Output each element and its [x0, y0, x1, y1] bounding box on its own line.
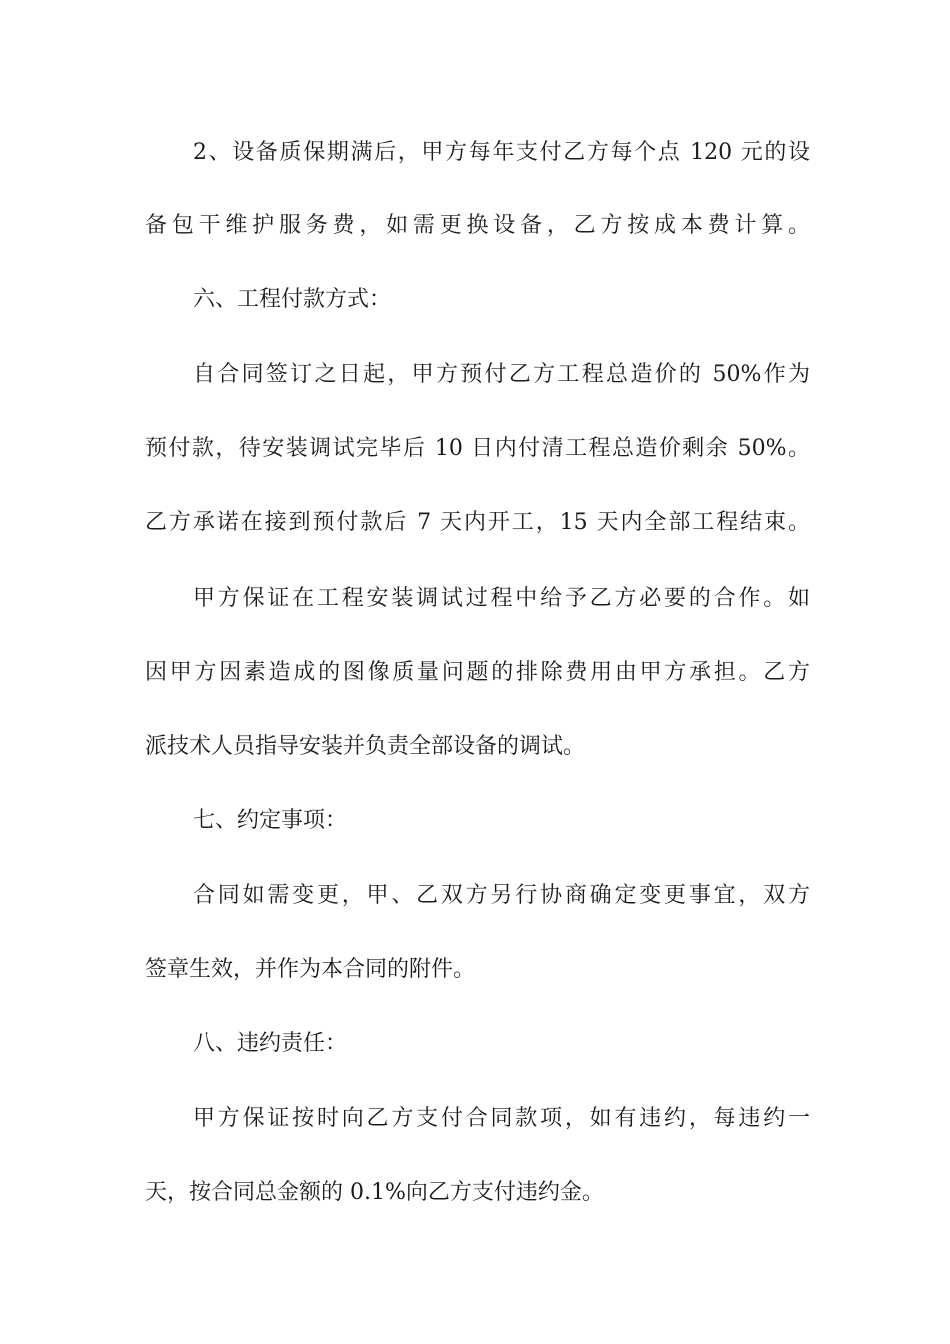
- text-line: 甲方保证在工程安装调试过程中给予乙方必要的合作。如: [193, 586, 810, 611]
- text-line: 甲方保证按时向乙方支付合同款项，如有违约，每违约一: [193, 1106, 810, 1131]
- text-line: 天，按合同总金额的 0.1%向乙方支付违约金。: [145, 1180, 604, 1205]
- text-line: 2、设备质保期满后，甲方每年支付乙方每个点 120 元的设: [193, 140, 810, 165]
- section-heading: 七、约定事项：: [193, 808, 348, 833]
- text-line: 签章生效，并作为本合同的附件。: [145, 957, 476, 982]
- text-line: 乙方承诺在接到预付款后 7 天内开工，15 天内全部工程结束。: [145, 510, 810, 535]
- section-heading: 六、工程付款方式：: [193, 287, 392, 312]
- text-line: 派技术人员指导安装并负责全部设备的调试。: [145, 734, 586, 759]
- section-heading: 八、违约责任：: [193, 1031, 348, 1056]
- text-line: 备包干维护服务费，如需更换设备，乙方按成本费计算。: [145, 213, 810, 238]
- text-line: 因甲方因素造成的图像质量问题的排除费用由甲方承担。乙方: [145, 660, 810, 685]
- text-line: 自合同签订之日起，甲方预付乙方工程总造价的 50%作为: [193, 362, 810, 387]
- text-line: 预付款，待安装调试完毕后 10 日内付清工程总造价剩余 50%。: [145, 436, 810, 461]
- text-line: 合同如需变更，甲、乙双方另行协商确定变更事宜，双方: [193, 883, 810, 908]
